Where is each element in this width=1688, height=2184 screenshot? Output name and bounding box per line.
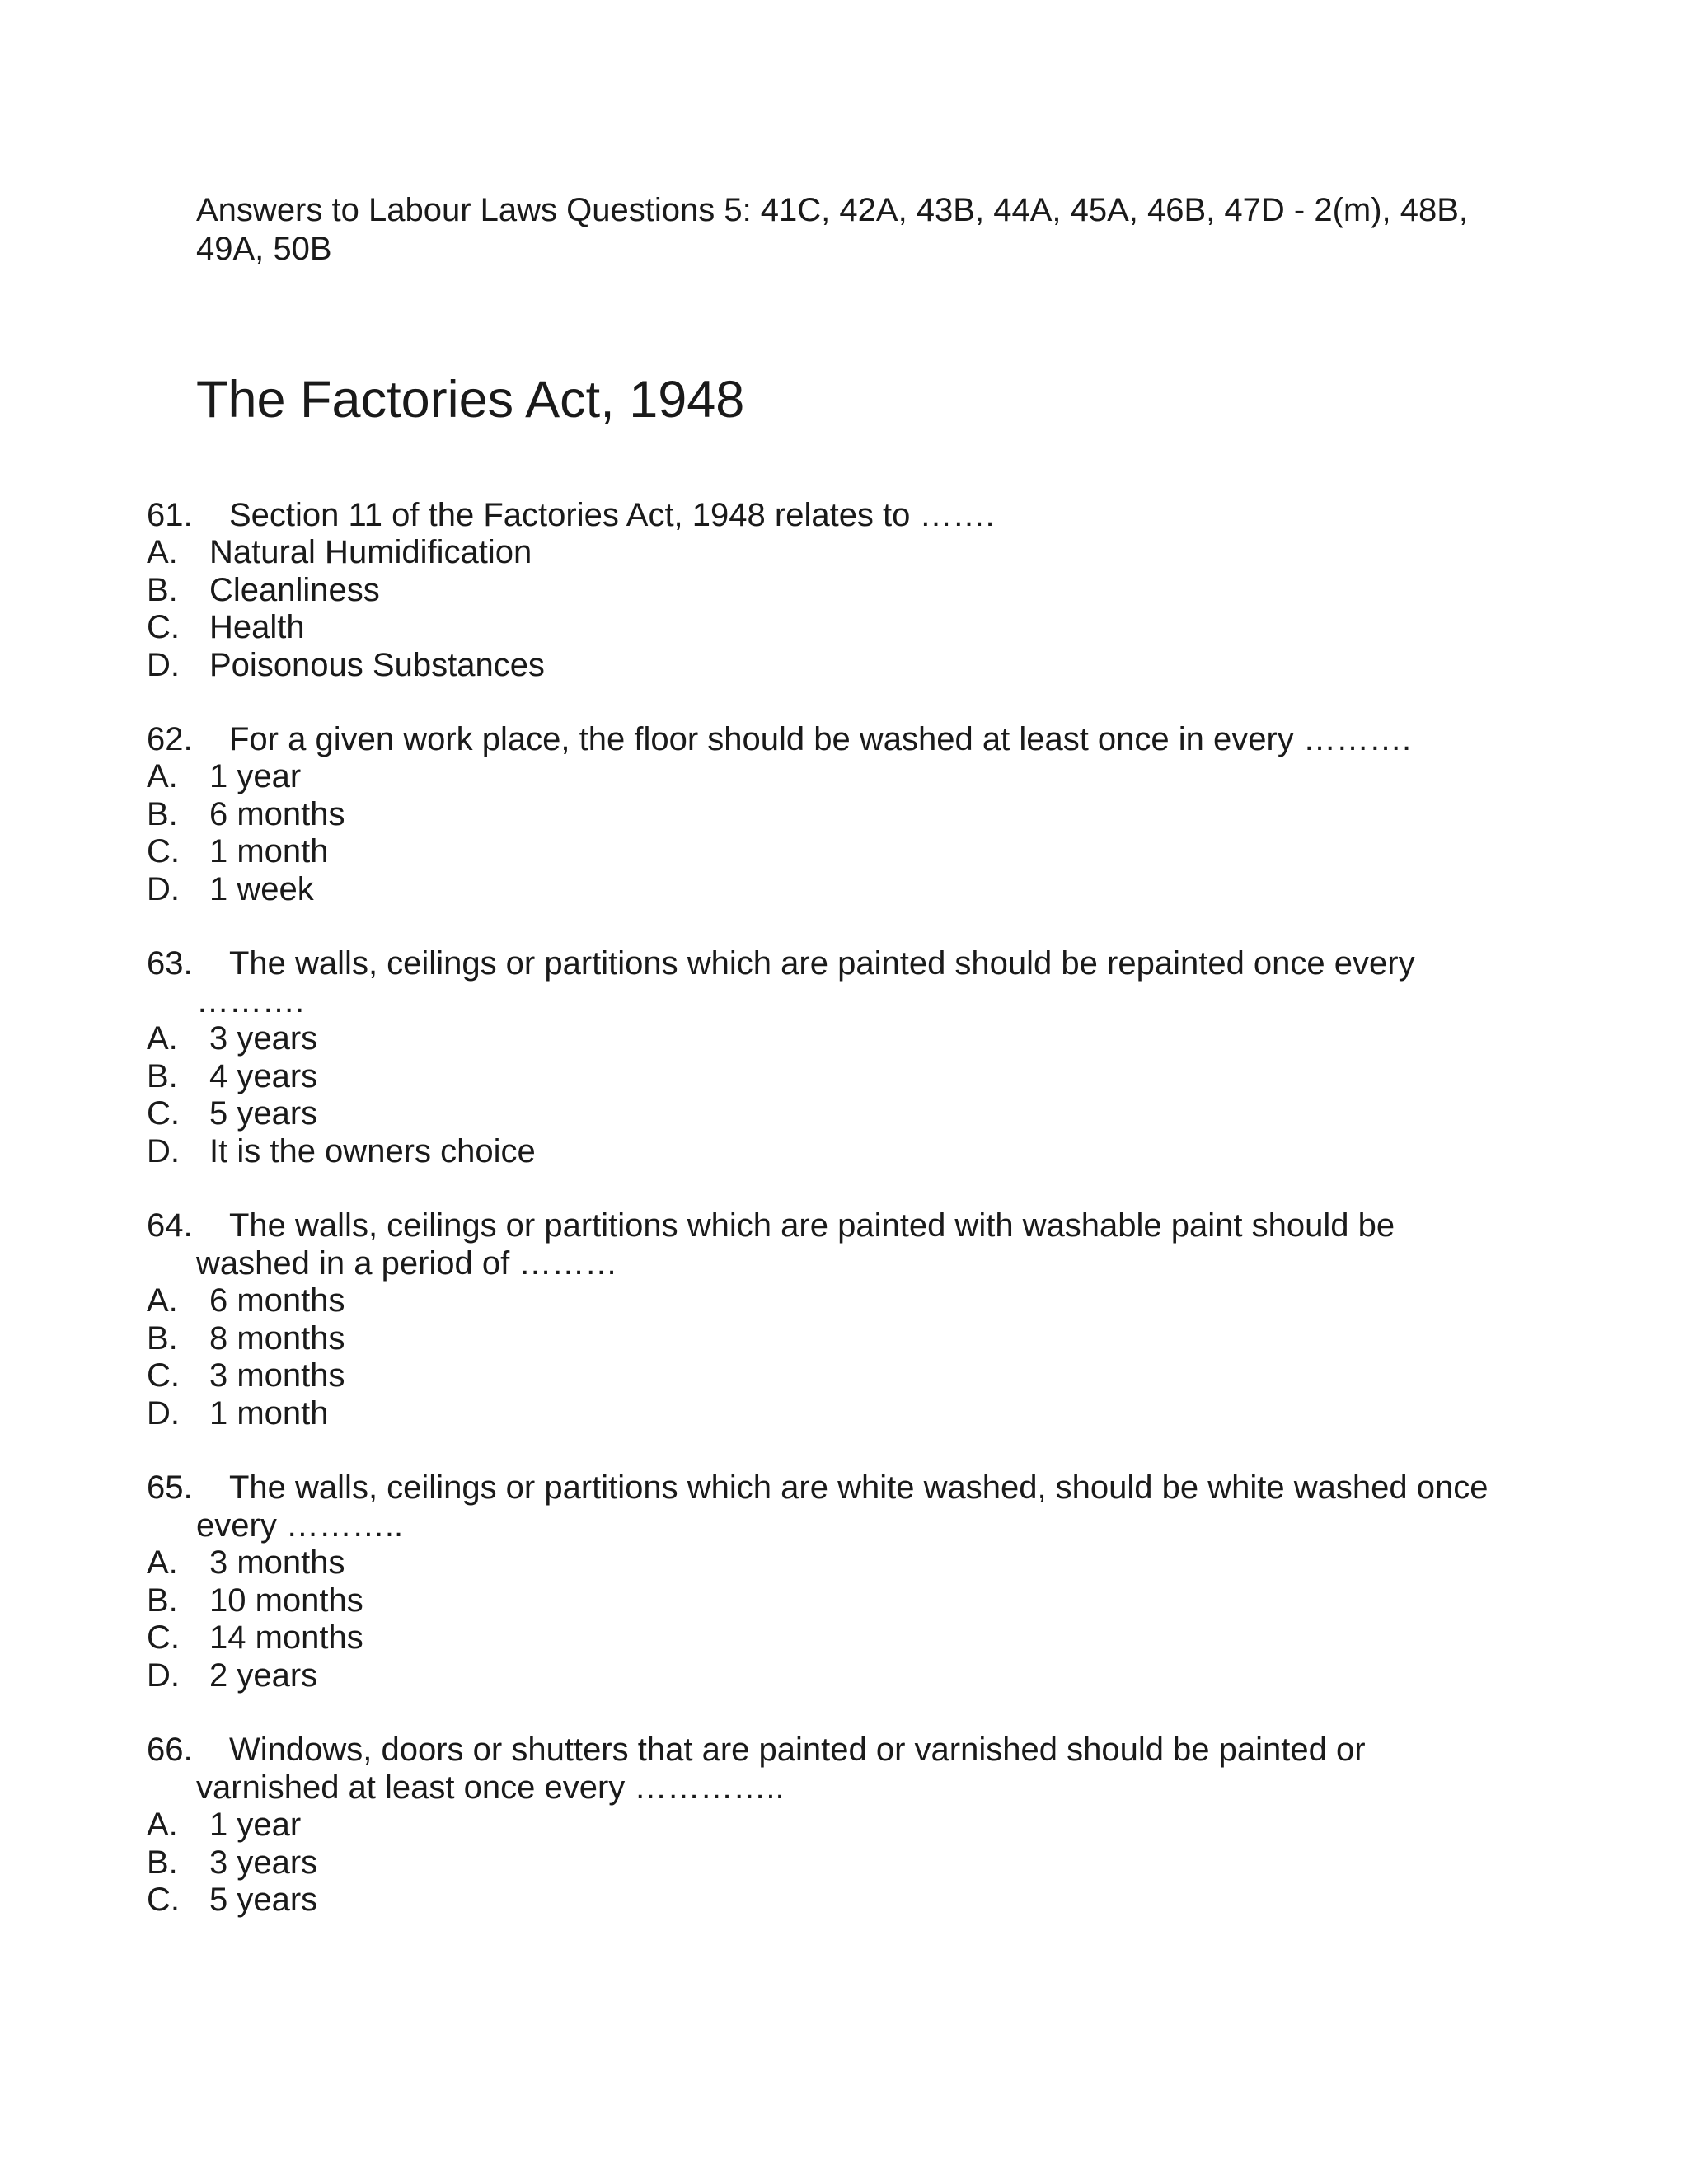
question-stem (147, 720, 1515, 758)
answer-option (147, 758, 1515, 796)
answer-option (147, 1020, 1515, 1058)
option-letter: D. (147, 1132, 180, 1169)
option-text: 1 year (209, 758, 302, 794)
answer-option (147, 1133, 1515, 1171)
option-text: 1 week (209, 870, 314, 907)
answer-option (147, 572, 1515, 610)
question-item (147, 1207, 1515, 1432)
option-letter: A. (147, 1282, 178, 1319)
answer-option (147, 1395, 1515, 1433)
answers-line: Answers to Labour Laws Questions 5: 41C, 42A, 43B, 44A, 45A, 46B, 47D - 2(m), 48B, 49A, 50B (196, 192, 1469, 267)
answer-option (147, 1619, 1515, 1657)
question-number: 62. (147, 721, 193, 757)
question-text: Windows, doors or shutters that are painted or varnished should be painted or varnished at least once every ………….. (196, 1732, 1366, 1806)
question-list (147, 496, 1515, 1956)
option-letter: C. (147, 609, 180, 645)
question-stem (147, 1469, 1515, 1544)
option-list (147, 1807, 1515, 1919)
answer-option (147, 534, 1515, 572)
option-letter: A. (147, 534, 178, 570)
option-letter: B. (147, 1319, 178, 1357)
option-letter: A. (147, 758, 178, 794)
answer-option (147, 1282, 1515, 1320)
question-stem (147, 944, 1515, 1020)
answer-option (147, 1807, 1515, 1844)
option-text: 6 months (209, 1282, 345, 1319)
option-text: Poisonous Substances (209, 646, 545, 683)
question-text: The walls, ceilings or partitions which are white washed, should be white washed once every ……….. (196, 1469, 1489, 1544)
answer-option (147, 1882, 1515, 1919)
option-text: It is the owners choice (209, 1132, 536, 1169)
option-text: 3 months (209, 1357, 345, 1394)
option-letter: D. (147, 870, 180, 907)
question-number: 61. (147, 497, 193, 533)
question-text: Section 11 of the Factories Act, 1948 relates to ……. (229, 497, 995, 533)
question-stem (147, 1207, 1515, 1282)
answer-option (147, 1095, 1515, 1133)
option-text: Cleanliness (209, 571, 380, 608)
question-item (147, 1469, 1515, 1694)
question-stem (147, 496, 1515, 534)
option-text: 1 month (209, 833, 329, 869)
option-text: 3 months (209, 1544, 345, 1581)
answer-option (147, 833, 1515, 871)
question-item (147, 1731, 1515, 1919)
question-text: For a given work place, the floor should be washed at least once in every ………. (229, 721, 1412, 757)
option-letter: B. (147, 795, 178, 832)
option-text: 14 months (209, 1619, 363, 1656)
option-text: Health (209, 609, 305, 645)
option-letter: B. (147, 1582, 178, 1619)
option-letter: A. (147, 1807, 178, 1843)
option-text: 3 years (209, 1020, 318, 1057)
option-text: 1 month (209, 1394, 329, 1432)
question-text: The walls, ceilings or partitions which are painted with washable paint should be washed in a period of ……… (196, 1207, 1395, 1282)
option-list (147, 758, 1515, 908)
option-letter: B. (147, 571, 178, 608)
question-number: 65. (147, 1469, 193, 1506)
option-letter: C. (147, 1619, 180, 1656)
answer-option (147, 1357, 1515, 1395)
option-letter: D. (147, 646, 180, 683)
answer-option (147, 1058, 1515, 1096)
option-list (147, 1282, 1515, 1432)
option-text: Natural Humidification (209, 534, 532, 570)
answer-option (147, 1657, 1515, 1695)
option-text: 10 months (209, 1582, 363, 1619)
option-letter: C. (147, 1357, 180, 1394)
option-list (147, 1544, 1515, 1694)
answer-option (147, 1320, 1515, 1358)
question-number: 66. (147, 1732, 193, 1768)
option-letter: A. (147, 1544, 178, 1581)
answer-option (147, 796, 1515, 834)
option-letter: A. (147, 1020, 178, 1057)
option-letter: B. (147, 1844, 178, 1881)
question-item (147, 720, 1515, 908)
option-text: 6 months (209, 795, 345, 832)
answer-option (147, 871, 1515, 909)
question-stem (147, 1731, 1515, 1807)
option-letter: B. (147, 1057, 178, 1094)
option-text: 5 years (209, 1095, 318, 1132)
option-text: 3 years (209, 1844, 318, 1881)
section-title: The Factories Act, 1948 (196, 371, 745, 429)
option-letter: C. (147, 1882, 180, 1918)
option-letter: C. (147, 833, 180, 869)
answer-option (147, 1544, 1515, 1582)
answer-option (147, 609, 1515, 647)
option-list (147, 1020, 1515, 1170)
option-text: 1 year (209, 1807, 302, 1843)
question-item (147, 944, 1515, 1170)
option-letter: D. (147, 1394, 180, 1432)
answer-option (147, 647, 1515, 685)
option-letter: D. (147, 1657, 180, 1694)
option-text: 8 months (209, 1319, 345, 1357)
option-text: 2 years (209, 1657, 318, 1694)
option-list (147, 534, 1515, 684)
question-item (147, 496, 1515, 684)
option-text: 4 years (209, 1057, 318, 1094)
question-number: 64. (147, 1207, 193, 1244)
option-text: 5 years (209, 1882, 318, 1918)
question-text: The walls, ceilings or partitions which are painted should be repainted once every ………. (196, 945, 1415, 1019)
answer-option (147, 1844, 1515, 1882)
question-number: 63. (147, 945, 193, 982)
answer-option (147, 1582, 1515, 1620)
option-letter: C. (147, 1095, 180, 1132)
